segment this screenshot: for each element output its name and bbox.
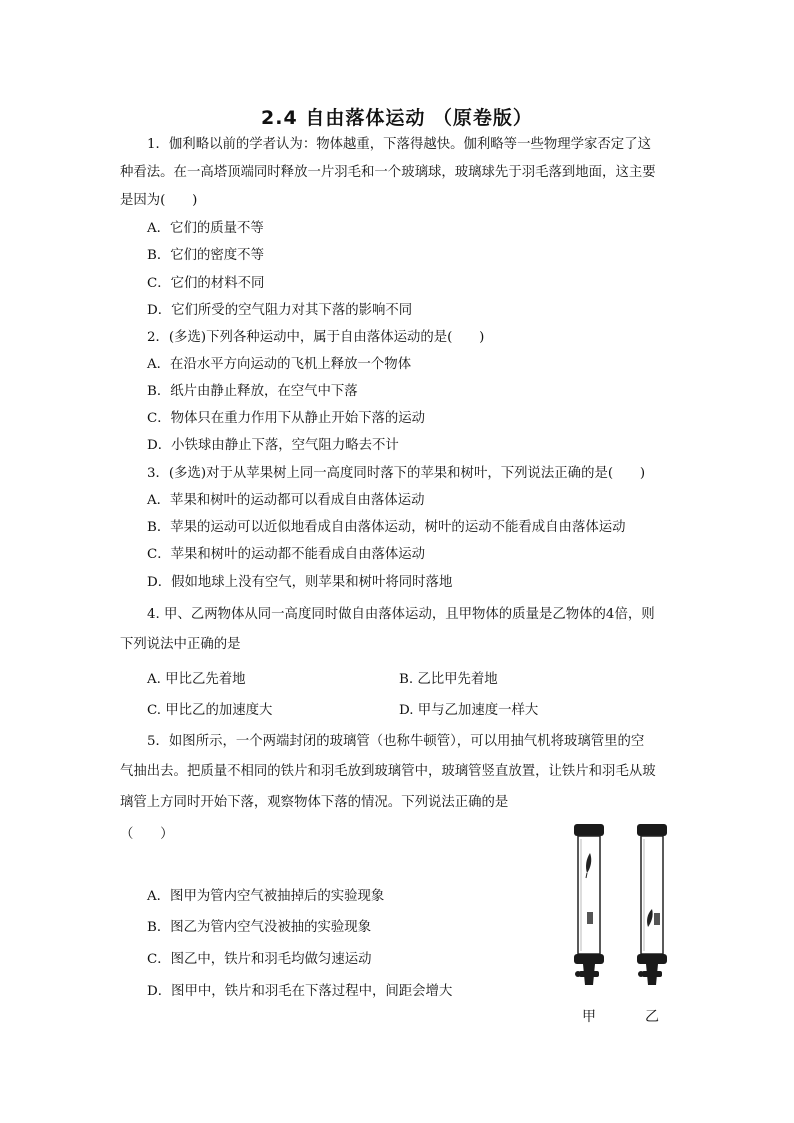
q3-option-c: C．苹果和树叶的运动都不能看成自由落体运动: [147, 547, 426, 562]
tube-label-yi: 乙: [645, 1009, 659, 1025]
page-title: 2.4 自由落体运动 （原卷版）: [261, 107, 533, 129]
q4-option-d: D. 甲与乙加速度一样大: [399, 703, 539, 718]
q1-option-c: C．它们的材料不同: [147, 276, 265, 291]
newton-tube-figure: [560, 815, 690, 1030]
q2-stem: 2．(多选)下列各种运动中，属于自由落体运动的是( ): [147, 330, 485, 345]
q5-option-b: B．图乙为管内空气没被抽的实验现象: [147, 920, 372, 935]
q5-stem-line2: 气抽出去。把质量不相同的铁片和羽毛放到玻璃管中，玻璃管竖直放置，让铁片和羽毛从玻: [120, 764, 656, 779]
tube-jia: [574, 824, 604, 985]
q2-option-d: D．小铁球由静止下落，空气阻力略去不计: [147, 438, 399, 453]
q5-option-a: A．图甲为管内空气被抽掉后的实验现象: [147, 889, 385, 904]
q4-option-c: C. 甲比乙的加速度大: [147, 703, 273, 718]
q2-option-b: B．纸片由静止释放，在空气中下落: [147, 384, 358, 399]
tube-label-jia: 甲: [582, 1009, 596, 1025]
q4-option-b: B. 乙比甲先着地: [399, 672, 498, 687]
q4-stem-line2: 下列说法中正确的是: [120, 637, 241, 652]
iron-piece-icon: [654, 913, 660, 925]
q5-option-c: C．图乙中，铁片和羽毛均做匀速运动: [147, 952, 372, 967]
q3-option-a: A．苹果和树叶的运动都可以看成自由落体运动: [147, 493, 425, 508]
q1-option-b: B．它们的密度不等: [147, 248, 264, 263]
q4-stem-line1: 4. 甲、乙两物体从同一高度同时做自由落体运动，且甲物体的质量是乙物体的4倍，则: [147, 607, 655, 622]
tube-yi: [637, 824, 667, 985]
q1-stem-line3: 是因为( ): [120, 193, 198, 208]
q2-option-a: A．在沿水平方向运动的飞机上释放一个物体: [147, 357, 412, 372]
newton-tubes-svg: [560, 815, 690, 1030]
q3-option-d: D．假如地球上没有空气，则苹果和树叶将同时落地: [147, 575, 453, 590]
q4-option-a: A. 甲比乙先着地: [147, 672, 246, 687]
q3-option-b: B．苹果的运动可以近似地看成自由落体运动，树叶的运动不能看成自由落体运动: [147, 520, 626, 535]
iron-piece-icon: [587, 912, 593, 924]
q5-stem-line3: 璃管上方同时开始下落，观察物体下落的情况。下列说法正确的是: [120, 795, 509, 810]
q3-stem: 3．(多选)对于从苹果树上同一高度同时落下的苹果和树叶，下列说法正确的是( ): [147, 466, 646, 481]
q1-option-d: D．它们所受的空气阻力对其下落的影响不同: [147, 303, 413, 318]
q5-stem-line1: 5．如图所示，一个两端封闭的玻璃管（也称牛顿管），可以用抽气机将玻璃管里的空: [147, 734, 645, 749]
q1-stem-line1: 1．伽利略以前的学者认为：物体越重，下落得越快。伽利略等一些物理学家否定了这: [147, 137, 651, 152]
q5-stem-line4: （ ）: [120, 827, 174, 842]
q1-option-a: A．它们的质量不等: [147, 221, 264, 236]
q5-option-d: D．图甲中，铁片和羽毛在下落过程中，间距会增大: [147, 984, 453, 999]
q2-option-c: C．物体只在重力作用下从静止开始下落的运动: [147, 411, 426, 426]
q1-stem-line2: 种看法。在一高塔顶端同时释放一片羽毛和一个玻璃球，玻璃球先于羽毛落到地面，这主要: [120, 165, 656, 180]
